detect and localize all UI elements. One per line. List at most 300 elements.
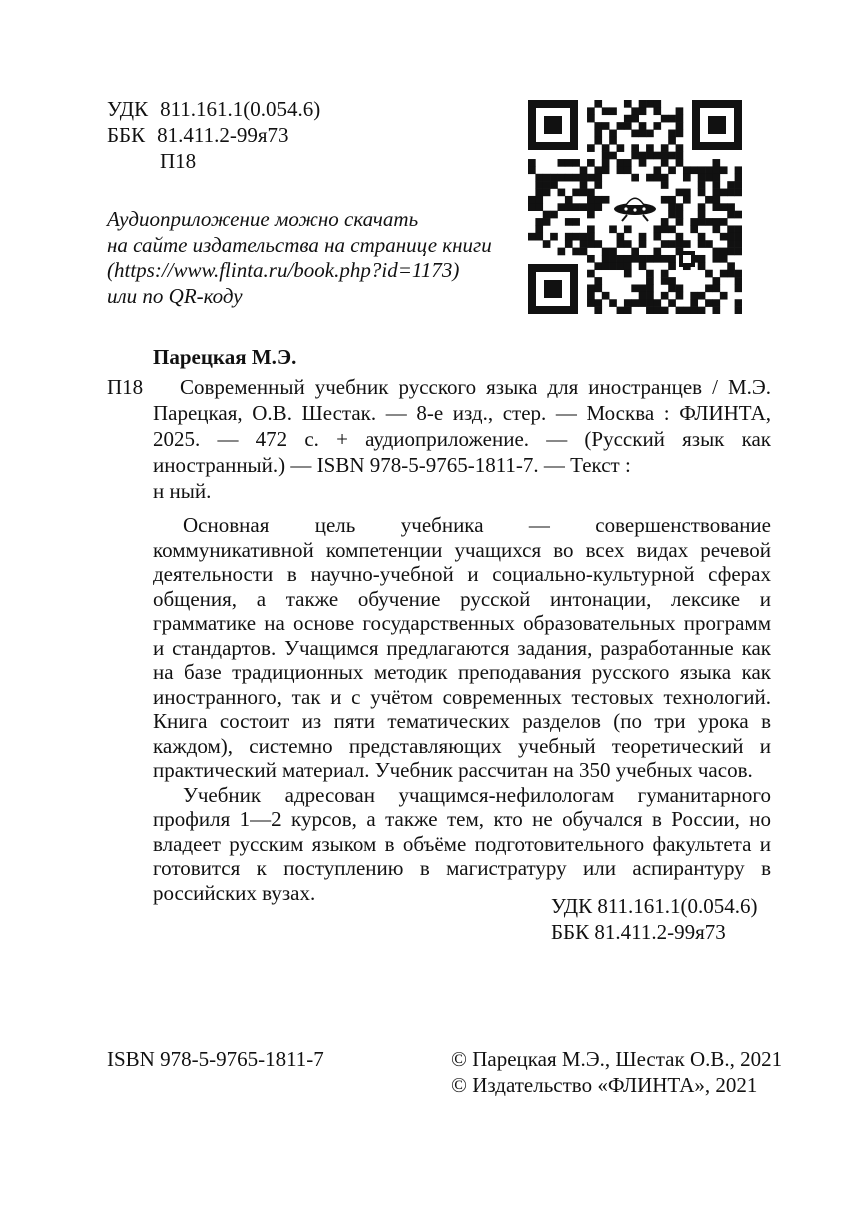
- qr-module: [609, 255, 617, 263]
- qr-module: [705, 218, 713, 226]
- qr-module: [543, 240, 551, 248]
- qr-module: [735, 225, 742, 233]
- qr-module: [646, 152, 654, 160]
- qr-module: [720, 166, 728, 174]
- qr-module: [668, 284, 676, 292]
- qr-module: [735, 189, 742, 197]
- qr-module: [727, 189, 735, 197]
- qr-module: [698, 166, 706, 174]
- qr-module: [543, 218, 551, 226]
- qr-module: [580, 174, 588, 182]
- qr-module: [676, 240, 684, 248]
- qr-module: [617, 255, 625, 263]
- qr-module: [617, 233, 625, 241]
- qr-module: [617, 262, 625, 270]
- qr-module: [698, 218, 706, 226]
- qr-module: [676, 130, 684, 138]
- qr-module: [543, 174, 551, 182]
- qr-module: [624, 307, 632, 314]
- qr-module: [639, 299, 647, 307]
- audio-note-line: Аудиоприложение можно скачать: [107, 207, 419, 231]
- qr-module: [683, 307, 691, 314]
- qr-module: [646, 255, 654, 263]
- qr-module: [720, 248, 728, 256]
- qr-module: [617, 122, 625, 130]
- qr-module: [639, 107, 647, 115]
- qr-module: [712, 181, 720, 189]
- qr-module: [631, 255, 639, 263]
- audio-note-line: или по QR-коду: [107, 283, 243, 308]
- qr-module: [668, 130, 676, 138]
- qr-module: [735, 211, 742, 219]
- qr-module: [639, 262, 647, 270]
- qr-module: [594, 262, 602, 270]
- qr-module: [676, 122, 684, 130]
- qr-module: [624, 166, 632, 174]
- qr-module: [676, 218, 684, 226]
- qr-module: [668, 196, 676, 204]
- qr-module: [624, 100, 632, 108]
- qr-module: [698, 262, 706, 270]
- qr-module: [587, 203, 595, 211]
- ufo-icon: [610, 186, 660, 222]
- qr-module: [727, 225, 735, 233]
- qr-module: [668, 203, 676, 211]
- qr-module: [720, 255, 728, 263]
- qr-module: [631, 284, 639, 292]
- bibliographic-description-text: Современный учебник русского языка для иностранцев / М.Э. Парецкая, О.В. Шестак. — 8-е изд., стер. — Москва : ФЛИНТА, 2025. — 472 с. + аудиоприложение. — (Русский язык как иностранный.) — ISBN 978-5-9765-1811-7. — Текст :: [153, 375, 771, 477]
- qr-module: [609, 107, 617, 115]
- qr-module: [727, 248, 735, 256]
- qr-module: [594, 100, 602, 108]
- qr-module: [653, 248, 661, 256]
- qr-module: [631, 152, 639, 160]
- qr-module: [587, 159, 595, 167]
- annotation-paragraph: Учебник адресован учащимся-нефилологам гуманитарного профиля 1—2 курсов, а также тем, кто не обучался в России, но владеет русским языком в объёме подготовительного факультета и готовится к поступлению в магистратуру или аспирантуру в российских вузах.: [153, 782, 771, 905]
- qr-module: [646, 144, 654, 152]
- qr-module: [676, 152, 684, 160]
- qr-module: [712, 218, 720, 226]
- qr-module: [639, 255, 647, 263]
- qr-module: [735, 248, 742, 256]
- qr-module: [705, 270, 713, 278]
- qr-module: [558, 159, 566, 167]
- qr-module: [535, 189, 543, 197]
- qr-module: [646, 277, 654, 285]
- qr-module: [668, 115, 676, 123]
- copyright-authors: © Парецкая М.Э., Шестак О.В., 2021: [451, 1047, 783, 1071]
- qr-module: [535, 218, 543, 226]
- qr-module: [587, 292, 595, 300]
- qr-module: [594, 122, 602, 130]
- qr-module: [735, 299, 742, 307]
- qr-module: [676, 284, 684, 292]
- qr-module: [587, 255, 595, 263]
- qr-module: [572, 203, 580, 211]
- qr-module: [712, 203, 720, 211]
- qr-module: [712, 307, 720, 314]
- qr-module: [690, 292, 698, 300]
- isbn: ISBN 978-5-9765-1811-7: [107, 1047, 324, 1071]
- udk-row: [107, 96, 320, 122]
- bibliographic-author-mark: П18: [107, 375, 144, 399]
- qr-module: [661, 196, 669, 204]
- qr-module: [572, 248, 580, 256]
- qr-module: [602, 292, 610, 300]
- qr-module: [572, 174, 580, 182]
- qr-module: [535, 225, 543, 233]
- qr-module: [617, 159, 625, 167]
- qr-module: [587, 196, 595, 204]
- qr-module: [727, 203, 735, 211]
- qr-module: [653, 174, 661, 182]
- qr-module: [676, 159, 684, 167]
- qr-module: [631, 107, 639, 115]
- qr-module: [587, 144, 595, 152]
- bbk-label: ББК: [107, 123, 146, 147]
- qr-module: [690, 225, 698, 233]
- qr-module: [565, 196, 573, 204]
- qr-module: [661, 152, 669, 160]
- qr-module: [698, 189, 706, 197]
- qr-module: [661, 277, 669, 285]
- qr-module: [712, 284, 720, 292]
- qr-module: [661, 181, 669, 189]
- qr-module: [676, 292, 684, 300]
- qr-module: [565, 240, 573, 248]
- qr-module: [587, 211, 595, 219]
- qr-module: [550, 233, 558, 241]
- qr-module: [558, 203, 566, 211]
- qr-module: [653, 152, 661, 160]
- qr-module: [661, 292, 669, 300]
- qr-module: [712, 159, 720, 167]
- qr-module: [668, 262, 676, 270]
- qr-module: [624, 255, 632, 263]
- qr-module: [712, 174, 720, 182]
- qr-module: [712, 225, 720, 233]
- qr-module: [617, 144, 625, 152]
- qr-module: [698, 211, 706, 219]
- qr-module: [646, 130, 654, 138]
- bbk-index: ББК 81.411.2-99я73: [551, 920, 726, 944]
- qr-module: [580, 248, 588, 256]
- qr-module: [668, 166, 676, 174]
- qr-module: [661, 159, 669, 167]
- qr-module: [683, 166, 691, 174]
- author-mark: П18: [160, 149, 197, 173]
- qr-module: [609, 262, 617, 270]
- qr-module: [594, 277, 602, 285]
- qr-module: [602, 152, 610, 160]
- qr-module: [572, 159, 580, 167]
- qr-module: [639, 130, 647, 138]
- udk-label: УДК: [107, 97, 149, 121]
- bbk-row: [107, 122, 320, 148]
- qr-module: [735, 233, 742, 241]
- qr-module: [646, 299, 654, 307]
- qr-module: [565, 203, 573, 211]
- qr-module: [639, 152, 647, 160]
- qr-module: [646, 270, 654, 278]
- qr-module: [572, 233, 580, 241]
- qr-module: [624, 270, 632, 278]
- annotation-paragraph: Основная цель учебника — совершенствование коммуникативной компетенции учащихся во всех видах речевой деятельности в научно-учебной и социально-культурной сферах общения, а также обучение русской интонации, лексике и грамматике на основе государственных образовательных программ и стандартов. Учащимся предлагаются задания, разработанные как на базе традиционных методик преподавания русского языка как иностранного, так и с учётом современных тестовых технологий. Книга состоит из пяти тематических разделов (по три урока в каждом), системно представляющих учебный теоретический и практический материал. Учебник рассчитан на 350 учебных часов.: [153, 513, 771, 782]
- qr-module: [631, 115, 639, 123]
- qr-module: [683, 196, 691, 204]
- qr-module: [727, 233, 735, 241]
- qr-module: [602, 107, 610, 115]
- qr-module: [661, 255, 669, 263]
- qr-module: [720, 203, 728, 211]
- qr-module: [609, 248, 617, 256]
- qr-module: [705, 166, 713, 174]
- qr-module: [609, 152, 617, 160]
- qr-module: [550, 211, 558, 219]
- qr-module: [661, 144, 669, 152]
- qr-module: [580, 181, 588, 189]
- qr-module: [735, 307, 742, 314]
- qr-module: [676, 203, 684, 211]
- qr-module: [602, 248, 610, 256]
- qr-module: [653, 107, 661, 115]
- qr-module: [528, 159, 536, 167]
- qr-module: [594, 196, 602, 204]
- qr-module: [661, 225, 669, 233]
- qr-module: [594, 203, 602, 211]
- qr-module: [698, 203, 706, 211]
- annotation: [153, 513, 771, 905]
- qr-module: [653, 122, 661, 130]
- bibliographic-author: Парецкая М.Э.: [153, 345, 297, 369]
- qr-module: [587, 284, 595, 292]
- bibliographic-description-tail: н ный.: [153, 479, 212, 503]
- qr-module: [565, 218, 573, 226]
- qr-module: [727, 270, 735, 278]
- copyright-block: [451, 1046, 782, 1098]
- qr-module: [676, 307, 684, 314]
- qr-module: [580, 233, 588, 241]
- qr-module: [712, 248, 720, 256]
- qr-module: [653, 255, 661, 263]
- qr-module: [624, 225, 632, 233]
- copyright-publisher: © Издательство «ФЛИНТА», 2021: [451, 1073, 758, 1097]
- qr-module: [720, 218, 728, 226]
- qr-module: [602, 196, 610, 204]
- qr-module: [624, 122, 632, 130]
- qr-module: [594, 130, 602, 138]
- qr-module: [668, 255, 676, 263]
- qr-module: [676, 115, 684, 123]
- qr-module: [646, 292, 654, 300]
- qr-module: [668, 277, 676, 285]
- qr-module: [535, 203, 543, 211]
- qr-module: [646, 307, 654, 314]
- qr-module: [683, 189, 691, 197]
- qr-module: [661, 307, 669, 314]
- qr-module: [698, 240, 706, 248]
- qr-module: [609, 130, 617, 138]
- qr-module: [705, 299, 713, 307]
- qr-module: [594, 137, 602, 145]
- qr-module: [565, 233, 573, 241]
- qr-module: [653, 233, 661, 241]
- qr-module: [705, 240, 713, 248]
- qr-module: [528, 203, 536, 211]
- qr-module: [639, 159, 647, 167]
- qr-module: [727, 262, 735, 270]
- audio-note-url: (https://www.flinta.ru/book.php?id=1173): [107, 258, 460, 282]
- classification-indices: [551, 893, 758, 945]
- qr-module: [690, 218, 698, 226]
- qr-module: [609, 299, 617, 307]
- qr-module: [712, 189, 720, 197]
- qr-module: [587, 240, 595, 248]
- qr-module: [720, 270, 728, 278]
- qr-module: [735, 174, 742, 182]
- qr-module: [653, 100, 661, 108]
- qr-module: [646, 174, 654, 182]
- qr-module: [639, 292, 647, 300]
- qr-module: [712, 166, 720, 174]
- qr-module: [698, 233, 706, 241]
- qr-module: [735, 240, 742, 248]
- qr-module: [535, 196, 543, 204]
- qr-module: [690, 299, 698, 307]
- udk-index: УДК 811.161.1(0.054.6): [551, 894, 758, 918]
- qr-module: [698, 255, 706, 263]
- qr-module: [550, 181, 558, 189]
- qr-module: [698, 181, 706, 189]
- qr-module: [727, 211, 735, 219]
- qr-module: [712, 277, 720, 285]
- audio-note: [107, 207, 527, 309]
- qr-module: [535, 174, 543, 182]
- qr-module: [580, 240, 588, 248]
- qr-module: [543, 189, 551, 197]
- qr-module: [565, 159, 573, 167]
- qr-module: [712, 255, 720, 263]
- qr-module: [602, 122, 610, 130]
- qr-module: [609, 137, 617, 145]
- qr-module: [594, 299, 602, 307]
- qr-module: [668, 240, 676, 248]
- bbk-value: 81.411.2-99я73: [157, 123, 289, 147]
- qr-module: [617, 307, 625, 314]
- qr-module: [683, 174, 691, 182]
- qr-module: [587, 107, 595, 115]
- qr-module: [639, 233, 647, 241]
- qr-module: [668, 152, 676, 160]
- qr-module: [661, 218, 669, 226]
- qr-module: [727, 181, 735, 189]
- qr-module: [653, 166, 661, 174]
- qr-module: [676, 144, 684, 152]
- qr-module: [727, 240, 735, 248]
- qr-module: [661, 115, 669, 123]
- audio-note-line: на сайте издательства на странице книги: [107, 232, 492, 257]
- qr-module: [661, 174, 669, 182]
- qr-module: [535, 233, 543, 241]
- qr-module: [587, 115, 595, 123]
- qr-module: [676, 189, 684, 197]
- qr-module: [705, 284, 713, 292]
- qr-module: [639, 100, 647, 108]
- qr-module: [676, 107, 684, 115]
- qr-module: [580, 166, 588, 174]
- qr-module: [543, 211, 551, 219]
- qr-module: [594, 284, 602, 292]
- qr-module: [572, 218, 580, 226]
- classification-block: [107, 96, 320, 174]
- qr-module: [646, 284, 654, 292]
- qr-module: [735, 284, 742, 292]
- qr-module: [631, 144, 639, 152]
- qr-module: [653, 307, 661, 314]
- qr-module: [690, 166, 698, 174]
- qr-module: [624, 115, 632, 123]
- qr-module: [735, 181, 742, 189]
- qr-module: [690, 307, 698, 314]
- qr-module: [580, 203, 588, 211]
- qr-module: [602, 144, 610, 152]
- qr-module: [676, 233, 684, 241]
- qr-module: [676, 211, 684, 219]
- bibliographic-description: [153, 374, 771, 504]
- qr-module: [587, 270, 595, 278]
- qr-module: [528, 166, 536, 174]
- qr-module: [543, 181, 551, 189]
- qr-module: [631, 299, 639, 307]
- qr-module: [661, 240, 669, 248]
- qr-module: [624, 159, 632, 167]
- qr-module: [594, 166, 602, 174]
- qr-module: [594, 174, 602, 182]
- qr-module: [698, 307, 706, 314]
- qr-module: [712, 299, 720, 307]
- qr-module: [631, 174, 639, 182]
- qr-module: [631, 130, 639, 138]
- qr-module: [528, 196, 536, 204]
- qr-module: [735, 277, 742, 285]
- qr-module: [668, 299, 676, 307]
- qr-module: [624, 299, 632, 307]
- qr-module: [587, 225, 595, 233]
- qr-module: [735, 166, 742, 174]
- qr-module: [602, 159, 610, 167]
- qr-module: [705, 174, 713, 182]
- qr-module: [683, 240, 691, 248]
- qr-module: [572, 189, 580, 197]
- qr-module: [639, 284, 647, 292]
- qr-module: [558, 174, 566, 182]
- qr-module: [639, 240, 647, 248]
- qr-module: [624, 240, 632, 248]
- qr-module: [720, 189, 728, 197]
- qr-module: [624, 262, 632, 270]
- qr-module: [735, 270, 742, 278]
- qr-module: [653, 299, 661, 307]
- qr-module: [668, 137, 676, 145]
- qr-module: [602, 262, 610, 270]
- qr-module: [594, 307, 602, 314]
- qr-module: [698, 292, 706, 300]
- qr-module: [668, 211, 676, 219]
- qr-module: [594, 181, 602, 189]
- qr-module: [550, 174, 558, 182]
- qr-module: [653, 225, 661, 233]
- qr-module: [587, 233, 595, 241]
